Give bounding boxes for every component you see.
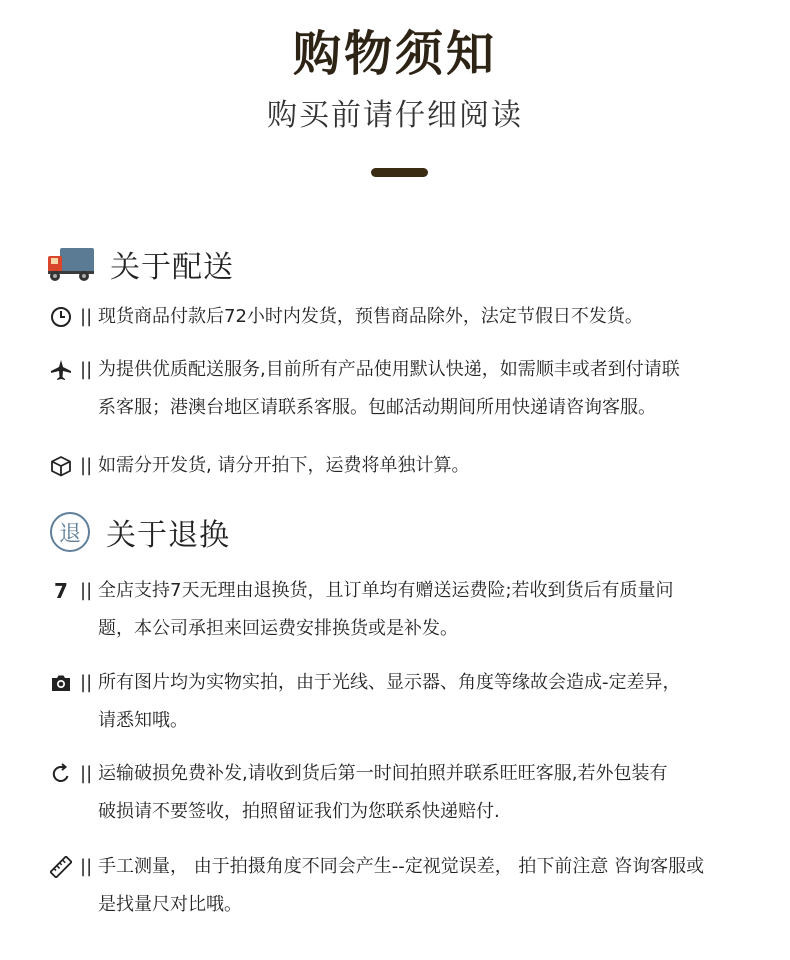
returns-item-1-line1: 全店支持7天无理由退换货，且订单均有赠送运费险;若收到货后有质量问	[98, 580, 674, 601]
item-separator: ||	[80, 856, 93, 877]
seven-icon: 7	[54, 579, 68, 603]
box-icon	[50, 455, 72, 477]
section-delivery-heading	[46, 240, 234, 288]
page-title: 购物须知	[292, 26, 497, 82]
delivery-item-1-text: 现货商品付款后72小时内发货，预售商品除外，法定节假日不发货。	[98, 306, 643, 327]
section-returns-heading	[46, 508, 230, 556]
returns-item-1-line2: 题，本公司承担来回运费安排换货或是补发。	[98, 618, 458, 639]
returns-item-2-line1: 所有图片均为实物实拍，由于光线、显示器、角度等缘故会造成-定差异，	[98, 672, 681, 693]
section-delivery-title: 关于配送	[110, 250, 234, 285]
returns-item-3-line1: 运输破损免费补发,请收到货后第一时间拍照并联系旺旺客服,若外包装有	[98, 763, 668, 784]
item-separator: ||	[80, 359, 93, 380]
airplane-icon	[50, 359, 72, 381]
refresh-icon	[50, 763, 72, 785]
returns-item-4-line2: 是找量尺对比哦。	[98, 894, 242, 915]
item-separator: ||	[80, 672, 93, 693]
returns-item-4-line1: 手工测量， 由于拍摄角度不同会产生--定视觉误差， 拍下前注意 咨询客服或	[98, 856, 705, 877]
page-subtitle: 购买前请仔细阅读	[267, 98, 523, 133]
item-separator: ||	[80, 763, 93, 784]
delivery-item-2-line2: 系客服；港澳台地区请联系客服。包邮活动期间所用快递请咨询客服。	[98, 397, 656, 418]
item-separator: ||	[80, 455, 93, 476]
camera-icon	[50, 672, 72, 694]
returns-item-2-line2: 请悉知哦。	[98, 710, 188, 731]
item-separator: ||	[80, 580, 93, 601]
section-returns-title: 关于退换	[106, 518, 230, 553]
delivery-item-3-text: 如需分开发货, 请分开拍下，运费将单独计算。	[98, 455, 470, 476]
clock-icon	[50, 306, 72, 328]
truck-icon	[46, 244, 96, 284]
return-icon: 退	[50, 512, 90, 552]
item-separator: ||	[80, 306, 93, 327]
delivery-item-2-line1: 为提供优质配送服务,目前所有产品使用默认快递，如需顺丰或者到付请联	[98, 359, 680, 380]
returns-item-3-line2: 破损请不要签收，拍照留证我们为您联系快递赔付.	[98, 801, 500, 822]
ruler-icon	[50, 856, 72, 878]
title-divider	[371, 168, 428, 177]
